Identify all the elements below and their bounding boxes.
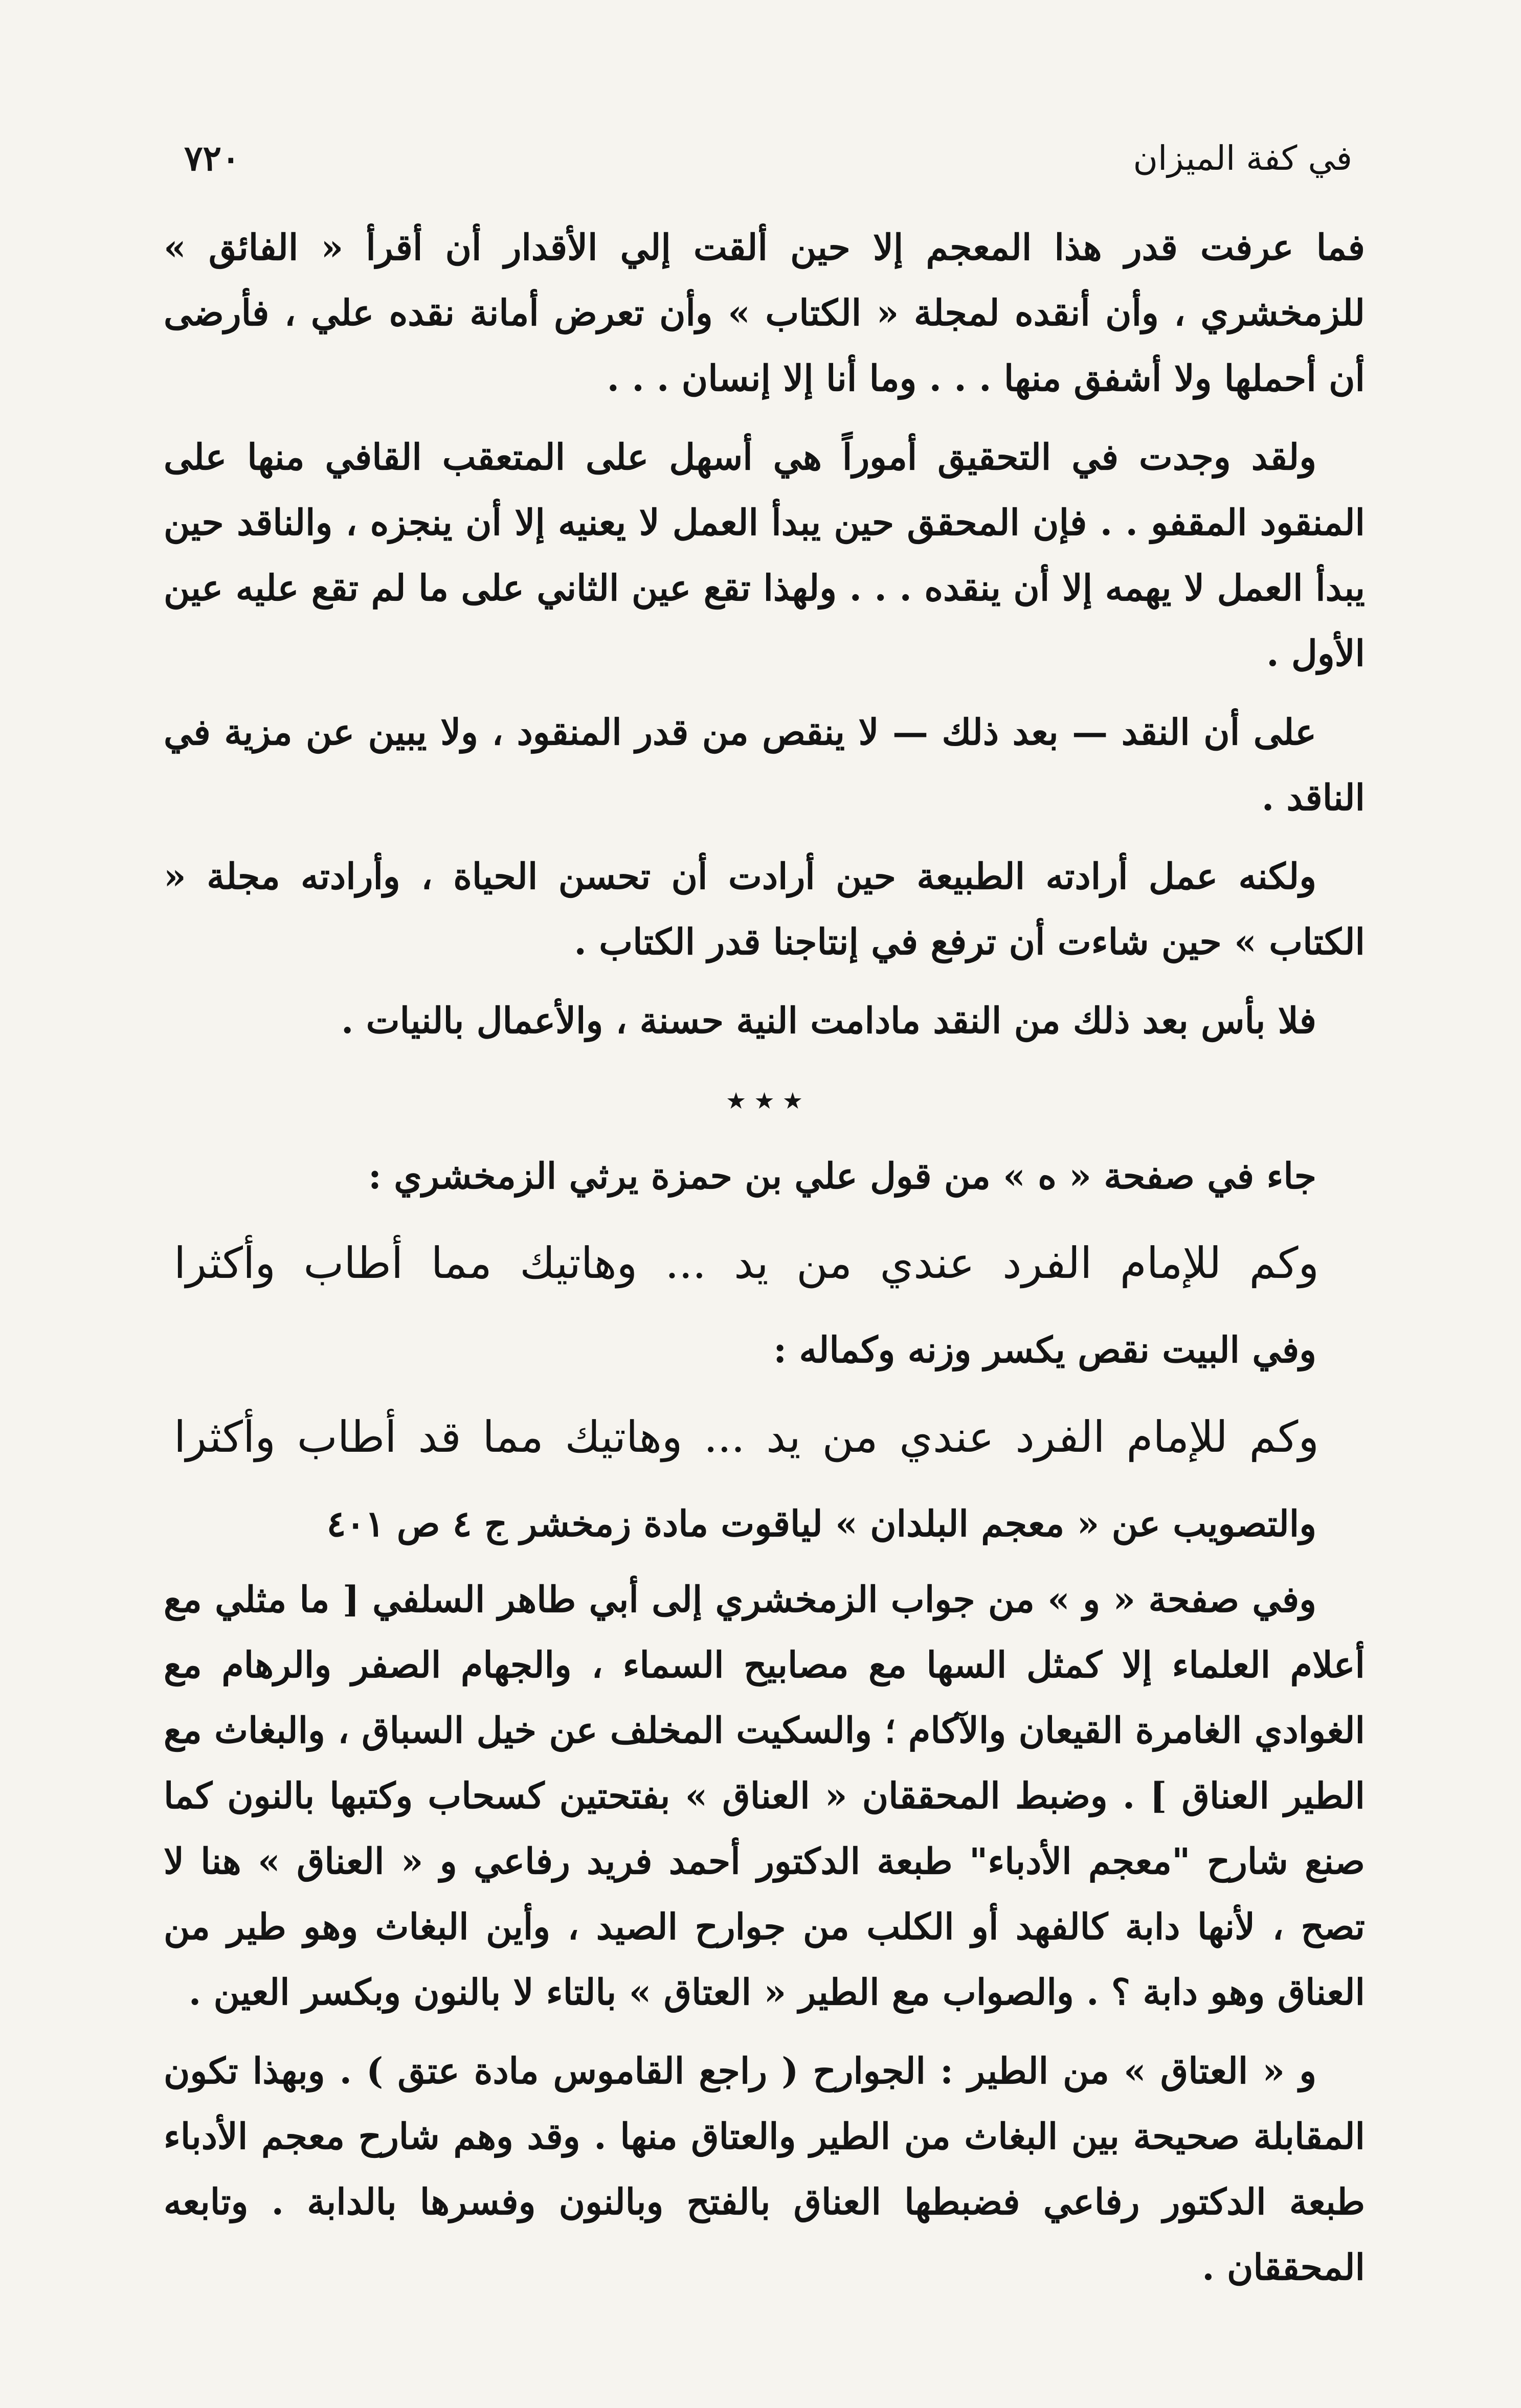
section3-paragraph-2: و « العتاق » من الطير : الجوارح ( راجع القاموس مادة عتق ) . وبهذا تكون المقابلة صحيحة بين البغاث من الطير والعتاق منها . وقد وهم شارح معجم الأدباء طبعة الدكتور رفاعي فضبطها العناق بالفتح وبالنون وفسرها بالدابة . وتابعه المحققان . <box>164 2050 1365 2288</box>
section2-intro: جاء في صفحة « ه » من قول علي بن حمزة يرثي الزمخشري : <box>368 1155 1316 1197</box>
running-header <box>164 130 1352 197</box>
section-separator: ٭ ٭ ٭ <box>727 1081 801 1118</box>
paragraph-4: ولكنه عمل أرادته الطبيعة حين أرادت أن تحسن الحياة ، وأرادته مجلة « الكتاب » حين شاءت أن ترفع في إنتاجنا قدر الكتاب . <box>164 855 1365 963</box>
page-number: ٧٢٠ <box>184 138 240 179</box>
verse-reference: والتصويب عن « معجم البلدان » لياقوت مادة زمخشر ج ٤ ص ٤٠١ <box>326 1502 1316 1545</box>
verse-note: وفي البيت نقص يكسر وزنه وكماله : <box>773 1329 1316 1371</box>
paragraph-3: على أن النقد — بعد ذلك — لا ينقص من قدر المنقود ، ولا يبين عن مزية في الناقد . <box>164 711 1365 819</box>
verse-line-1: وكم للإمام الفرد عندي من يد ... وهاتيك مما أطاب وأكثرا <box>174 1238 1319 1288</box>
verse-line-2: وكم للإمام الفرد عندي من يد ... وهاتيك مما قد أطاب وأكثرا <box>174 1412 1319 1462</box>
section3-paragraph-1: وفي صفحة « و » من جواب الزمخشري إلى أبي طاهر السلفي [ ما مثلي مع أعلام العلماء إلا كمثل السها مع مصابيح السماء ، والجهام الصفر والرهام مع الغوادي الغامرة القيعان والآكام ؛ والسكيت المخلف عن خيل السباق ، والبغاث مع الطير العناق ] . وضبط المحققان « العناق » بفتحتين كسحاب وكتبها بالنون كما صنع شارح "معجم الأدباء" طبعة الدكتور أحمد فريد رفاعي و « العناق » هنا لا تصح ، لأنها دابة كالفهد أو الكلب من جوارح الصيد ، وأين البغاث وهو طير من العناق وهو دابة ؟ . والصواب مع الطير « العتاق » بالتاء لا بالنون وبكسر العين . <box>164 1578 1366 2013</box>
paragraph-1: فما عرفت قدر هذا المعجم إلا حين ألقت إلي الأقدار أن أقرأ « الفائق » للزمخشري ، وأن أنقده لمجلة « الكتاب » وأن تعرض أمانة نقده علي ، فأرضى أن أحملها ولا أشفق منها . . . وما أنا إلا إنسان . . . <box>164 226 1365 399</box>
paragraph-5: فلا بأس بعد ذلك من النقد مادامت النية حسنة ، والأعمال بالنيات . <box>341 999 1316 1042</box>
page-body <box>164 215 1365 2313</box>
running-title: في كفة الميزان <box>1133 139 1352 178</box>
paragraph-2: ولقد وجدت في التحقيق أموراً هي أسهل على المتعقب القافي منها على المنقود المقفو . . فإن المحقق حين يبدأ العمل لا يعنيه إلا أن ينجزه ، والناقد حين يبدأ العمل لا يهمه إلا أن ينقده . . . ولهذا تقع عين الثاني على ما لم تقع عليه عين الأول . <box>164 436 1365 674</box>
